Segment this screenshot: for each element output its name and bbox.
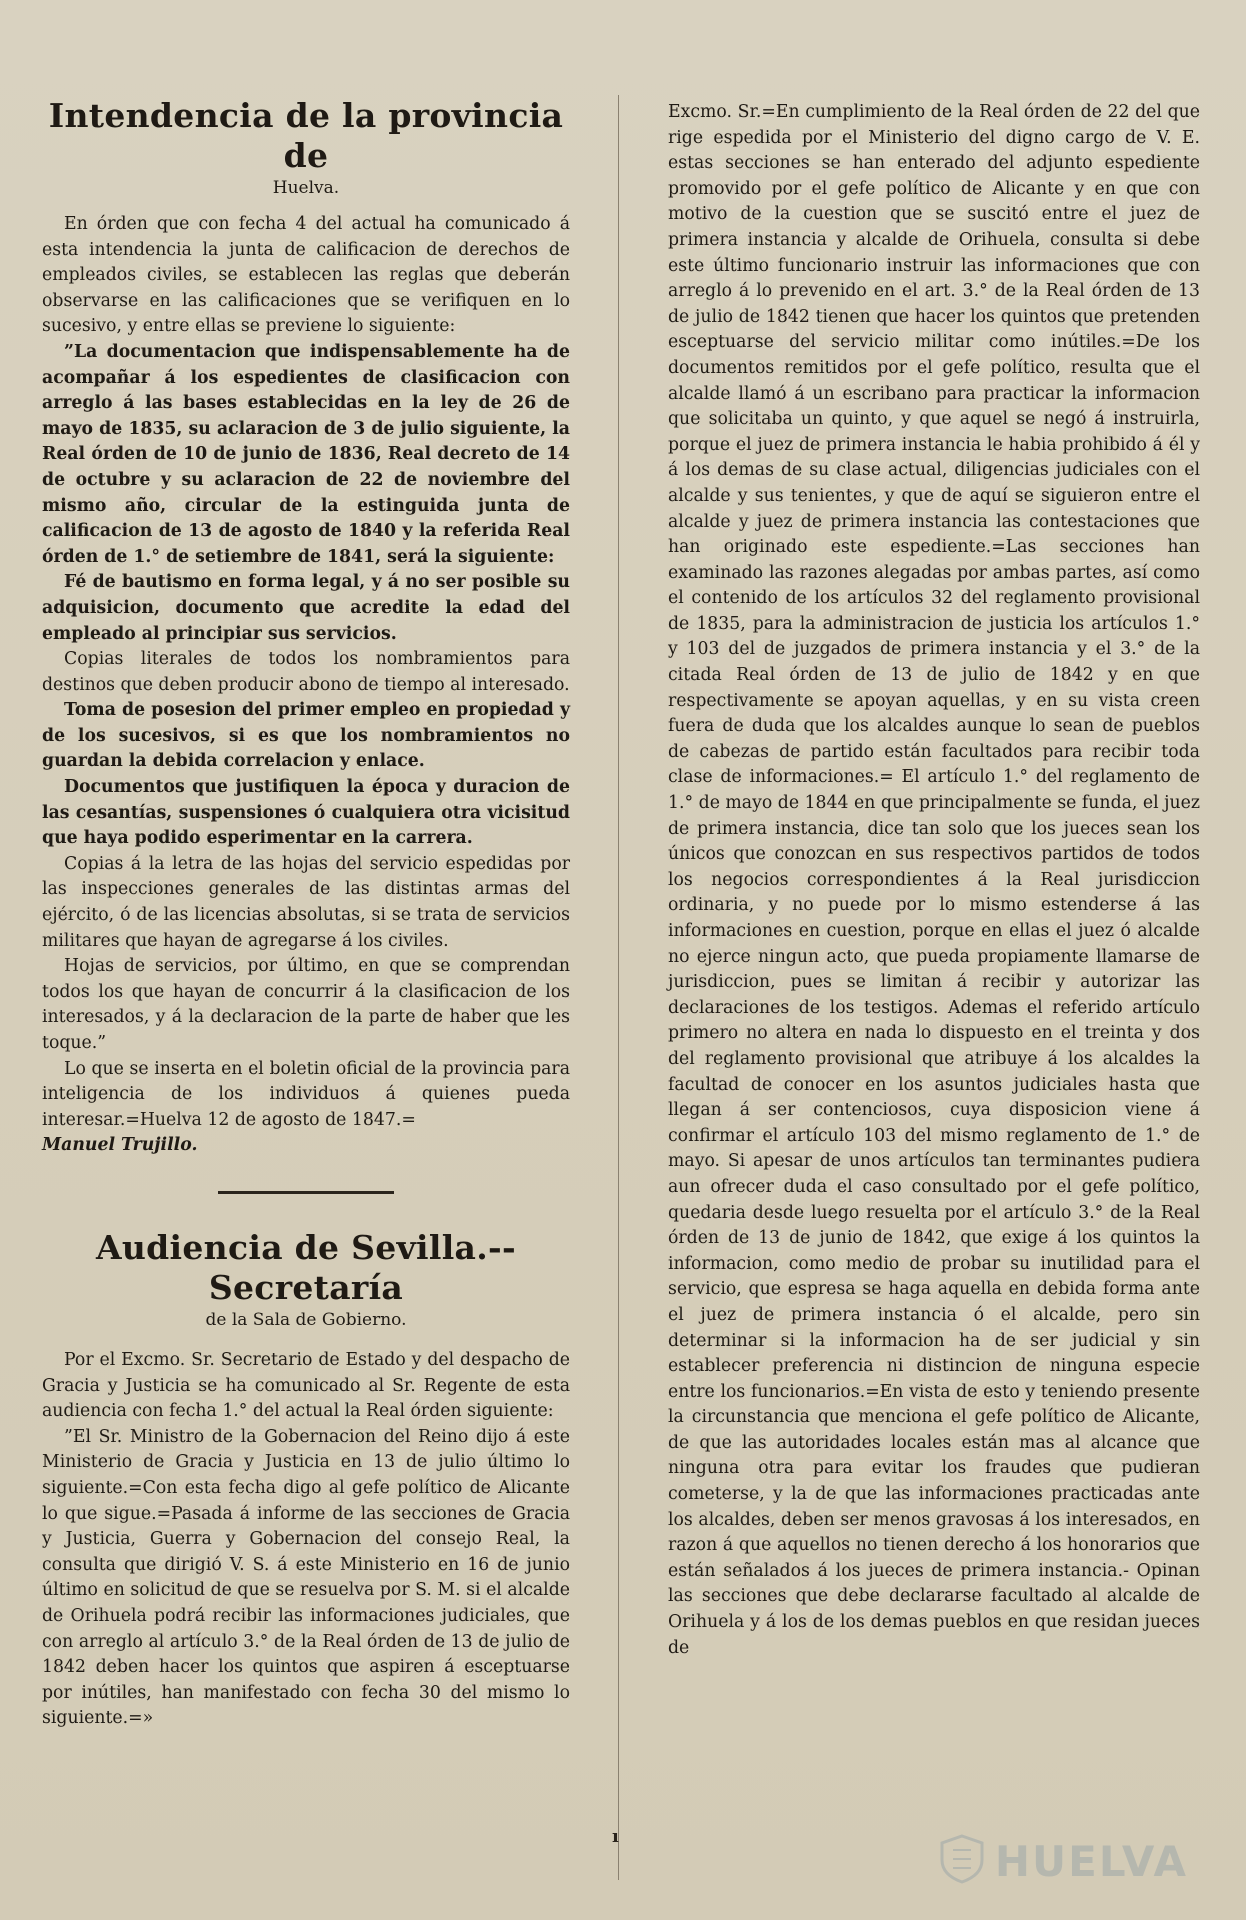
intendencia-para-8: Hojas de servicios, por último, en que se comprendan todos los que hayan de concurrir á la clasificacion de los interesados, y á la declaracion de la parte de haber que les toque.”	[42, 956, 570, 1053]
watermark-text: HUELVA	[994, 1836, 1188, 1886]
signature: Manuel Trujillo.	[42, 1135, 198, 1156]
section-title-intendencia: Intendencia de la provincia de	[48, 96, 564, 175]
audiencia-para-1: Por el Excmo. Sr. Secretario de Estado y del despacho de Gracia y Justicia se ha comunicado al Sr. Regente de esta audiencia con fecha 1.° del actual la Real órden siguiente:	[42, 1349, 570, 1422]
right-column-text: Excmo. Sr.=En cumplimiento de la Real órden de 22 del que rige espedida por el Ministerio del digno cargo de V. E. estas secciones se han enterado del adjunto espediente promovido por el gefe político de Alicante y en que con motivo de la cuestion que se suscitó entre el juez de primera instancia y alcalde de Orihuela, consulta si debe este último funcionario instruir las informaciones que con arreglo á lo prevenido en el art. 3.° de la Real órden de 13 de julio de 1842 tienen que hacer los quintos que pretenden esceptuarse del servicio militar como inútiles.=De los documentos remitidos por el gefe político, resulta que el alcalde llamó á un escribano para practicar la informacion que solicitaba un quinto, y que aquel se negó á instruirla, porque el juez de primera instancia le habia prohibido á él y á los demas de su clase actual, diligencias judiciales con el alcalde y sus tenientes, y que de aquí se siguieron entre el alcalde y juez de primera instancia las contestaciones que han originado este espediente.=Las secciones han examinado las razones alegadas por ambas partes, así como el contenido de los artículos 32 del reglamento provisional de 1835, para la administracion de justicia los artículos 1.° y 103 del de juzgados de primera instancia y el 3.° de la citada Real órden de 13 de julio de 1842 y en que respectivamente se apoyan aquellas, y en su vista creen fuera de duda que los alcaldes aunque lo sean de pueblos de cabezas de partido están facultados para recibir toda clase de informaciones.= El artículo 1.° del reglamento de 1.° de mayo de 1844 en que principalmente se funda, el juez de primera instancia, dice tan solo que los jueces sean los únicos que conozcan en sus respectivos partidos de todos los negocios correspondientes á la Real jurisdiccion ordinaria, y no puede por lo mismo estenderse á las informaciones en cuestion, porque en ellas el juez ó alcalde no ejerce ningun acto, que pueda propiamente llamarse de jurisdiccion, pues se limitan á recibir y autorizar las declaraciones de los testigos. Ademas el referido artículo primero no altera en nada lo dispuesto en el treinta y dos del reglamento provisional que atribuye á los alcaldes la facultad de conocer en los asuntos judiciales hasta que llegan á ser contenciosos, cuya disposicion viene á confirmar el artículo 103 del mismo reglamento de 1.° de mayo. Si apesar de unos artículos tan terminantes pudiera aun ofrecer duda el caso consultado por el gefe político, quedaria desde luego resuelta por el artículo 3.° de la Real órden de 13 de junio de 1842, que exige á los quintos la informacion, como medio de probar su inutilidad para el servicio, que espresa se haga aquella en debida forma ante el juez de primera instancia ó el alcalde, pero sin determinar si la informacion ha de ser judicial y sin establecer preferencia ni distincion de ninguna especie entre los funcionarios.=En vista de esto y teniendo presente la circunstancia que menciona el gefe político de Alicante, de que las autoridades locales están mas al alcance que ninguna otra para evitar los fraudes que pudieran cometerse, y la de que las informaciones practicadas ante los alcaldes, deben ser menos gravosas á los interesados, en razon á que aquellos no tienen derecho á los honorarios que están señalados á los jueces de primera instancia.- Opinan las secciones que debe declararse facultado al alcalde de Orihuela y á los de los demas pueblos en que residan jueces de	[668, 102, 1200, 1658]
watermark	[939, 1834, 1188, 1888]
intendencia-para-9: Lo que se inserta en el boletin oficial de la provincia para inteligencia de los individuos á quienes pueda interesar.=Huelva 12 de agosto de 1847.=	[42, 1058, 570, 1130]
left-column	[42, 0, 570, 1732]
intendencia-para-5: Toma de posesion del primer empleo en propiedad y de los sucesivos, si es que los nombramientos no guardan la debida correlacion y enlace.	[42, 700, 570, 772]
intendencia-para-4: Copias literales de todos los nombramientos para destinos que deben producir abono de tiempo al interesado.	[42, 649, 570, 695]
right-column	[668, 0, 1200, 1661]
intendencia-para-1: En órden que con fecha 4 del actual ha comunicado á esta intendencia la junta de calificacion de derechos de empleados civiles, se establecen las reglas que deberán observarse en las calificaciones que se verifiquen en lo sucesivo, y entre ellas se previene lo siguiente:	[42, 214, 570, 337]
section-subtitle-sala: de la Sala de Gobierno.	[205, 1309, 407, 1330]
intendencia-para-6: Documentos que justifiquen la época y duracion de las cesantías, suspensiones ó cualquiera otra vicisitud que haya podido esperimentar en la carrera.	[42, 777, 570, 849]
intendencia-para-2: ”La documentacion que indispensablemente ha de acompañar á los espedientes de clasificacion con arreglo á las bases establecidas en la ley de 26 de mayo de 1835, su aclaracion de 3 de julio siguiente, la Real órden de 10 de junio de 1836, Real decreto de 14 de octubre y su aclaracion de 22 de noviembre del mismo año, circular de la estinguida junta de calificacion de 13 de agosto de 1840 y la referida Real órden de 1.° de setiembre de 1841, será la siguiente:	[42, 341, 570, 567]
intendencia-para-7: Copias á la letra de las hojas del servicio espedidas por las inspecciones generales de las distintas armas del ejército, ó de las licencias absolutas, si se trata de servicios militares que hayan de agregarse á los civiles.	[42, 853, 570, 951]
intendencia-para-3: Fé de bautismo en forma legal, y á no ser posible su adquisicion, documento que acredite la edad del empleado al principiar sus servicios.	[42, 572, 570, 644]
column-rule	[618, 95, 619, 1880]
section-subtitle-huelva: Huelva.	[272, 178, 340, 198]
audiencia-para-2: ”El Sr. Ministro de la Gobernacion del Reino dijo á este Ministerio de Gracia y Justicia en 13 de julio último lo siguiente.=Con esta fecha digo al gefe político de Alicante lo que sigue.=Pasada á informe de las secciones de Gracia y Justicia, Guerra y Gobernacion del consejo Real, la consulta que dirigió V. S. á este Ministerio en 16 de junio último en solicitud de que se resuelva por S. M. si el alcalde de Orihuela podrá recibir las informaciones judiciales, que con arreglo al artículo 3.° de la Real órden de 13 de julio de 1842 deben hacer los quintos que aspiren á esceptuarse por inútiles, han manifestado con fecha 30 del mismo lo siguiente.=»	[42, 1426, 570, 1729]
shield-icon	[939, 1834, 985, 1888]
section-title-audiencia: Audiencia de Sevilla.--Secretaría	[95, 1227, 517, 1307]
margin-mark: ı	[612, 1826, 619, 1847]
